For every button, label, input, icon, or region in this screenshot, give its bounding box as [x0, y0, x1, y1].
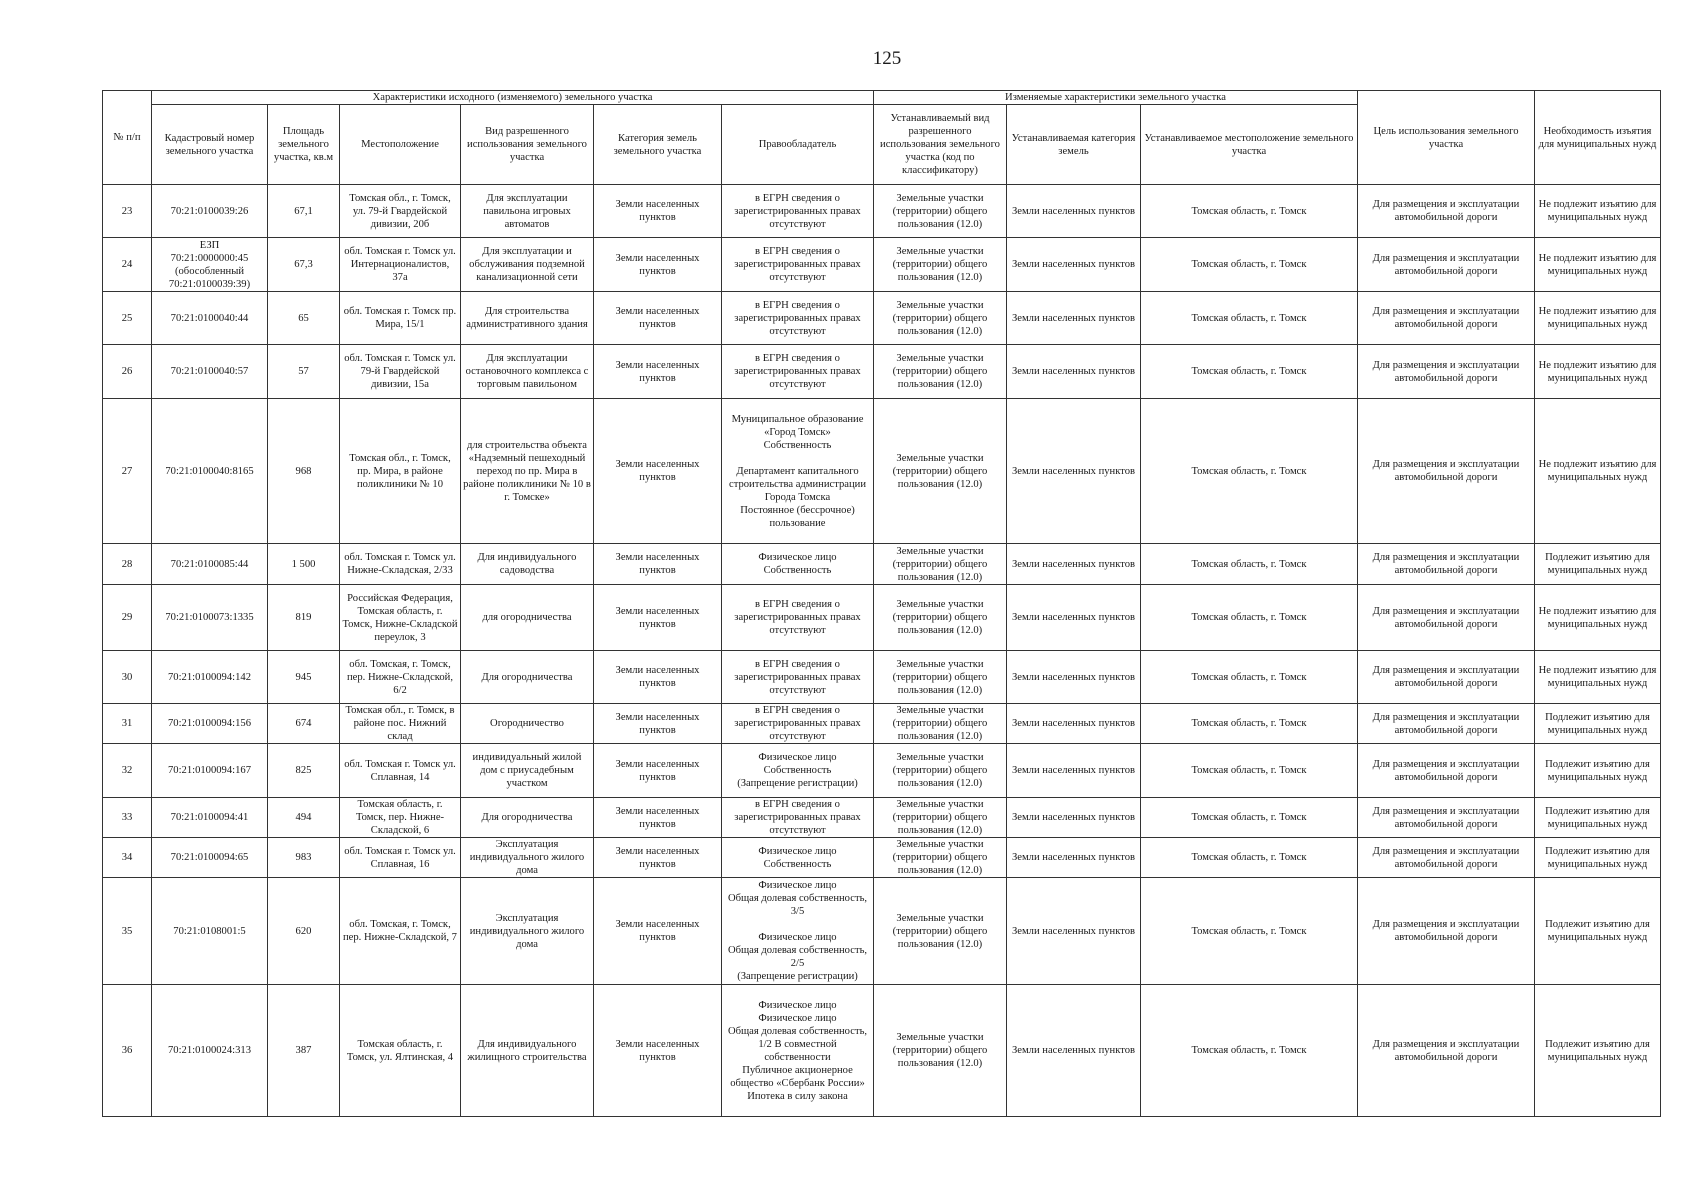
- cell-necessity: Подлежит изъятию для муниципальных нужд: [1535, 838, 1661, 878]
- cell-category: Земли населенных пунктов: [594, 838, 722, 878]
- cell-new-location: Томская область, г. Томск: [1141, 651, 1358, 704]
- table-row: [103, 798, 1661, 838]
- cell-new-use: Земельные участки (территории) общего пользования (12.0): [874, 838, 1007, 878]
- cell-location: Томская обл., г. Томск, пр. Мира, в районе поликлиники № 10: [340, 399, 461, 544]
- cell-cadastral: ЕЗП 70:21:0000000:45 (обособленный 70:21:0100039:39): [152, 238, 268, 292]
- header-area: Площадь земельного участка, кв.м: [268, 105, 340, 185]
- header-group-changed: Изменяемые характеристики земельного участка: [874, 91, 1358, 105]
- cell-area: 65: [268, 292, 340, 345]
- cell-purpose: Для размещения и эксплуатации автомобильной дороги: [1358, 544, 1535, 585]
- cell-new-category: Земли населенных пунктов: [1007, 585, 1141, 651]
- cell-new-location: Томская область, г. Томск: [1141, 798, 1358, 838]
- cell-location: Томская область, г. Томск, ул. Ялтинская, 4: [340, 985, 461, 1117]
- cell-category: Земли населенных пунктов: [594, 985, 722, 1117]
- cell-necessity: Не подлежит изъятию для муниципальных нужд: [1535, 399, 1661, 544]
- cell-new-use: Земельные участки (территории) общего пользования (12.0): [874, 704, 1007, 744]
- cell-necessity: Подлежит изъятию для муниципальных нужд: [1535, 544, 1661, 585]
- cell-new-category: Земли населенных пунктов: [1007, 185, 1141, 238]
- cell-new-category: Земли населенных пунктов: [1007, 704, 1141, 744]
- cell-new-location: Томская область, г. Томск: [1141, 744, 1358, 798]
- cell-permitted-use: Эксплуатация индивидуального жилого дома: [461, 838, 594, 878]
- cell-permitted-use: Эксплуатация индивидуального жилого дома: [461, 878, 594, 985]
- table-row: [103, 985, 1661, 1117]
- cell-permitted-use: Для огородничества: [461, 798, 594, 838]
- cell-location: обл. Томская г. Томск ул. 79-й Гвардейской дивизии, 15а: [340, 345, 461, 399]
- cell-owner: Физическое лицо Физическое лицо Общая долевая собственность, 1/2 В совместной собственности Публичное акционерное общество «Сбербанк России» Ипотека в силу закона: [722, 985, 874, 1117]
- table-row: [103, 838, 1661, 878]
- cell-num: 34: [103, 838, 152, 878]
- header-purpose: Цель использования земельного участка: [1358, 91, 1535, 185]
- header-owner: Правообладатель: [722, 105, 874, 185]
- cell-area: 674: [268, 704, 340, 744]
- cell-area: 620: [268, 878, 340, 985]
- cell-new-use: Земельные участки (территории) общего пользования (12.0): [874, 399, 1007, 544]
- cell-new-location: Томская область, г. Томск: [1141, 399, 1358, 544]
- cell-cadastral: 70:21:0100040:57: [152, 345, 268, 399]
- cell-permitted-use: Для индивидуального садоводства: [461, 544, 594, 585]
- cell-location: Томская обл., г. Томск, ул. 79-й Гвардейской дивизии, 20б: [340, 185, 461, 238]
- cell-location: Томская обл., г. Томск, в районе пос. Нижний склад: [340, 704, 461, 744]
- cell-new-use: Земельные участки (территории) общего пользования (12.0): [874, 292, 1007, 345]
- cell-necessity: Подлежит изъятию для муниципальных нужд: [1535, 878, 1661, 985]
- cell-num: 29: [103, 585, 152, 651]
- cell-permitted-use: Для эксплуатации павильона игровых автоматов: [461, 185, 594, 238]
- cell-area: 67,1: [268, 185, 340, 238]
- cell-purpose: Для размещения и эксплуатации автомобильной дороги: [1358, 185, 1535, 238]
- cell-area: 945: [268, 651, 340, 704]
- cell-new-use: Земельные участки (территории) общего пользования (12.0): [874, 798, 1007, 838]
- cell-category: Земли населенных пунктов: [594, 704, 722, 744]
- cell-num: 33: [103, 798, 152, 838]
- cell-new-category: Земли населенных пунктов: [1007, 544, 1141, 585]
- cell-new-use: Земельные участки (территории) общего пользования (12.0): [874, 744, 1007, 798]
- header-cadastral: Кадастровый номер земельного участка: [152, 105, 268, 185]
- cell-category: Земли населенных пунктов: [594, 292, 722, 345]
- cell-new-use: Земельные участки (территории) общего пользования (12.0): [874, 651, 1007, 704]
- cell-new-location: Томская область, г. Томск: [1141, 838, 1358, 878]
- cell-cadastral: 70:21:0100094:142: [152, 651, 268, 704]
- cell-necessity: Не подлежит изъятию для муниципальных нужд: [1535, 238, 1661, 292]
- cell-num: 26: [103, 345, 152, 399]
- cell-owner: в ЕГРН сведения о зарегистрированных правах отсутствуют: [722, 798, 874, 838]
- cell-location: обл. Томская г. Томск ул. Интернационалистов, 37а: [340, 238, 461, 292]
- cell-new-category: Земли населенных пунктов: [1007, 798, 1141, 838]
- cell-new-location: Томская область, г. Томск: [1141, 544, 1358, 585]
- cell-owner: в ЕГРН сведения о зарегистрированных правах отсутствуют: [722, 651, 874, 704]
- cell-num: 28: [103, 544, 152, 585]
- cell-cadastral: 70:21:0100039:26: [152, 185, 268, 238]
- cell-num: 30: [103, 651, 152, 704]
- cell-cadastral: 70:21:0108001:5: [152, 878, 268, 985]
- header-group-original: Характеристики исходного (изменяемого) земельного участка: [152, 91, 874, 105]
- cell-new-category: Земли населенных пунктов: [1007, 399, 1141, 544]
- cell-new-category: Земли населенных пунктов: [1007, 878, 1141, 985]
- page-number: 125: [872, 48, 902, 69]
- cell-category: Земли населенных пунктов: [594, 238, 722, 292]
- cell-permitted-use: Огородничество: [461, 704, 594, 744]
- cell-num: 32: [103, 744, 152, 798]
- land-plots-table: [102, 90, 1661, 1117]
- header-category: Категория земель земельного участка: [594, 105, 722, 185]
- cell-purpose: Для размещения и эксплуатации автомобильной дороги: [1358, 985, 1535, 1117]
- cell-purpose: Для размещения и эксплуатации автомобильной дороги: [1358, 878, 1535, 985]
- header-location: Местоположение: [340, 105, 461, 185]
- header-new-use: Устанавливаемый вид разрешенного использования земельного участка (код по классификатору): [874, 105, 1007, 185]
- cell-num: 25: [103, 292, 152, 345]
- cell-permitted-use: индивидуальный жилой дом с приусадебным участком: [461, 744, 594, 798]
- cell-purpose: Для размещения и эксплуатации автомобильной дороги: [1358, 744, 1535, 798]
- cell-permitted-use: для строительства объекта «Надземный пешеходный переход по пр. Мира в районе поликлиники № 10 в г. Томске»: [461, 399, 594, 544]
- header-new-category: Устанавливаемая категория земель: [1007, 105, 1141, 185]
- cell-category: Земли населенных пунктов: [594, 744, 722, 798]
- cell-new-location: Томская область, г. Томск: [1141, 345, 1358, 399]
- cell-category: Земли населенных пунктов: [594, 798, 722, 838]
- header-necessity: Необходимость изъятия для муниципальных нужд: [1535, 91, 1661, 185]
- table-row: [103, 544, 1661, 585]
- cell-necessity: Не подлежит изъятию для муниципальных нужд: [1535, 185, 1661, 238]
- header-new-location: Устанавливаемое местоположение земельного участка: [1141, 105, 1358, 185]
- table-row: [103, 345, 1661, 399]
- cell-permitted-use: Для индивидуального жилищного строительства: [461, 985, 594, 1117]
- cell-new-use: Земельные участки (территории) общего пользования (12.0): [874, 985, 1007, 1117]
- cell-necessity: Подлежит изъятию для муниципальных нужд: [1535, 704, 1661, 744]
- cell-category: Земли населенных пунктов: [594, 878, 722, 985]
- cell-new-use: Земельные участки (территории) общего пользования (12.0): [874, 345, 1007, 399]
- cell-necessity: Подлежит изъятию для муниципальных нужд: [1535, 798, 1661, 838]
- cell-owner: Физическое лицо Собственность (Запрещение регистрации): [722, 744, 874, 798]
- cell-num: 24: [103, 238, 152, 292]
- table-row: [103, 878, 1661, 985]
- cell-owner: в ЕГРН сведения о зарегистрированных правах отсутствуют: [722, 292, 874, 345]
- table-row: [103, 292, 1661, 345]
- table-row: [103, 651, 1661, 704]
- cell-location: Томская область, г. Томск, пер. Нижне-Складской, 6: [340, 798, 461, 838]
- cell-new-location: Томская область, г. Томск: [1141, 585, 1358, 651]
- table-row: [103, 585, 1661, 651]
- cell-owner: Муниципальное образование «Город Томск» Собственность Департамент капитального строительства администрации Города Томска Постоянное (бессрочное) пользование: [722, 399, 874, 544]
- cell-location: Российская Федерация, Томская область, г. Томск, Нижне-Складской переулок, 3: [340, 585, 461, 651]
- cell-necessity: Не подлежит изъятию для муниципальных нужд: [1535, 651, 1661, 704]
- cell-new-use: Земельные участки (территории) общего пользования (12.0): [874, 878, 1007, 985]
- table-row: [103, 704, 1661, 744]
- cell-category: Земли населенных пунктов: [594, 651, 722, 704]
- cell-purpose: Для размещения и эксплуатации автомобильной дороги: [1358, 798, 1535, 838]
- cell-category: Земли населенных пунктов: [594, 399, 722, 544]
- cell-new-location: Томская область, г. Томск: [1141, 985, 1358, 1117]
- cell-cadastral: 70:21:0100094:41: [152, 798, 268, 838]
- cell-purpose: Для размещения и эксплуатации автомобильной дороги: [1358, 292, 1535, 345]
- cell-location: обл. Томская, г. Томск, пер. Нижне-Складской, 7: [340, 878, 461, 985]
- header-num: № п/п: [103, 91, 152, 185]
- cell-area: 1 500: [268, 544, 340, 585]
- cell-new-category: Земли населенных пунктов: [1007, 651, 1141, 704]
- cell-owner: Физическое лицо Собственность: [722, 838, 874, 878]
- cell-cadastral: 70:21:0100094:167: [152, 744, 268, 798]
- cell-area: 57: [268, 345, 340, 399]
- cell-area: 819: [268, 585, 340, 651]
- table-row: [103, 238, 1661, 292]
- cell-category: Земли населенных пунктов: [594, 185, 722, 238]
- cell-permitted-use: для огородничества: [461, 585, 594, 651]
- cell-new-use: Земельные участки (территории) общего пользования (12.0): [874, 185, 1007, 238]
- cell-area: 387: [268, 985, 340, 1117]
- cell-new-location: Томская область, г. Томск: [1141, 238, 1358, 292]
- cell-new-location: Томская область, г. Томск: [1141, 292, 1358, 345]
- cell-owner: Физическое лицо Собственность: [722, 544, 874, 585]
- table-row: [103, 399, 1661, 544]
- cell-num: 31: [103, 704, 152, 744]
- cell-permitted-use: Для эксплуатации и обслуживания подземной канализационной сети: [461, 238, 594, 292]
- cell-necessity: Подлежит изъятию для муниципальных нужд: [1535, 744, 1661, 798]
- cell-new-location: Томская область, г. Томск: [1141, 185, 1358, 238]
- cell-num: 36: [103, 985, 152, 1117]
- cell-cadastral: 70:21:0100040:44: [152, 292, 268, 345]
- cell-new-category: Земли населенных пунктов: [1007, 985, 1141, 1117]
- cell-area: 983: [268, 838, 340, 878]
- cell-new-use: Земельные участки (территории) общего пользования (12.0): [874, 544, 1007, 585]
- cell-cadastral: 70:21:0100024:313: [152, 985, 268, 1117]
- cell-owner: в ЕГРН сведения о зарегистрированных правах отсутствуют: [722, 345, 874, 399]
- cell-category: Земли населенных пунктов: [594, 544, 722, 585]
- cell-owner: Физическое лицо Общая долевая собственность, 3/5 Физическое лицо Общая долевая собственность, 2/5 (Запрещение регистрации): [722, 878, 874, 985]
- cell-new-location: Томская область, г. Томск: [1141, 878, 1358, 985]
- cell-owner: в ЕГРН сведения о зарегистрированных правах отсутствуют: [722, 585, 874, 651]
- cell-new-use: Земельные участки (территории) общего пользования (12.0): [874, 585, 1007, 651]
- cell-purpose: Для размещения и эксплуатации автомобильной дороги: [1358, 345, 1535, 399]
- cell-purpose: Для размещения и эксплуатации автомобильной дороги: [1358, 585, 1535, 651]
- cell-area: 494: [268, 798, 340, 838]
- cell-new-use: Земельные участки (территории) общего пользования (12.0): [874, 238, 1007, 292]
- cell-purpose: Для размещения и эксплуатации автомобильной дороги: [1358, 399, 1535, 544]
- cell-area: 968: [268, 399, 340, 544]
- header-permitted-use: Вид разрешенного использования земельного участка: [461, 105, 594, 185]
- cell-purpose: Для размещения и эксплуатации автомобильной дороги: [1358, 651, 1535, 704]
- cell-location: обл. Томская г. Томск ул. Сплавная, 16: [340, 838, 461, 878]
- cell-permitted-use: Для огородничества: [461, 651, 594, 704]
- cell-new-category: Земли населенных пунктов: [1007, 744, 1141, 798]
- cell-necessity: Не подлежит изъятию для муниципальных нужд: [1535, 292, 1661, 345]
- cell-permitted-use: Для строительства административного здания: [461, 292, 594, 345]
- cell-area: 825: [268, 744, 340, 798]
- cell-cadastral: 70:21:0100094:65: [152, 838, 268, 878]
- cell-necessity: Подлежит изъятию для муниципальных нужд: [1535, 985, 1661, 1117]
- cell-cadastral: 70:21:0100085:44: [152, 544, 268, 585]
- cell-cadastral: 70:21:0100094:156: [152, 704, 268, 744]
- cell-owner: в ЕГРН сведения о зарегистрированных правах отсутствуют: [722, 185, 874, 238]
- cell-owner: в ЕГРН сведения о зарегистрированных правах отсутствуют: [722, 704, 874, 744]
- cell-area: 67,3: [268, 238, 340, 292]
- cell-cadastral: 70:21:0100073:1335: [152, 585, 268, 651]
- cell-new-category: Земли населенных пунктов: [1007, 345, 1141, 399]
- cell-new-location: Томская область, г. Томск: [1141, 704, 1358, 744]
- cell-necessity: Не подлежит изъятию для муниципальных нужд: [1535, 585, 1661, 651]
- cell-necessity: Не подлежит изъятию для муниципальных нужд: [1535, 345, 1661, 399]
- cell-permitted-use: Для эксплуатации остановочного комплекса с торговым павильоном: [461, 345, 594, 399]
- cell-location: обл. Томская г. Томск пр. Мира, 15/1: [340, 292, 461, 345]
- cell-purpose: Для размещения и эксплуатации автомобильной дороги: [1358, 838, 1535, 878]
- cell-category: Земли населенных пунктов: [594, 585, 722, 651]
- table-row: [103, 185, 1661, 238]
- cell-location: обл. Томская, г. Томск, пер. Нижне-Складской, 6/2: [340, 651, 461, 704]
- cell-new-category: Земли населенных пунктов: [1007, 292, 1141, 345]
- cell-num: 35: [103, 878, 152, 985]
- cell-new-category: Земли населенных пунктов: [1007, 838, 1141, 878]
- table-row: [103, 744, 1661, 798]
- cell-location: обл. Томская г. Томск ул. Сплавная, 14: [340, 744, 461, 798]
- cell-purpose: Для размещения и эксплуатации автомобильной дороги: [1358, 238, 1535, 292]
- cell-owner: в ЕГРН сведения о зарегистрированных правах отсутствуют: [722, 238, 874, 292]
- cell-cadastral: 70:21:0100040:8165: [152, 399, 268, 544]
- cell-num: 23: [103, 185, 152, 238]
- cell-purpose: Для размещения и эксплуатации автомобильной дороги: [1358, 704, 1535, 744]
- cell-category: Земли населенных пунктов: [594, 345, 722, 399]
- cell-new-category: Земли населенных пунктов: [1007, 238, 1141, 292]
- cell-num: 27: [103, 399, 152, 544]
- cell-location: обл. Томская г. Томск ул. Нижне-Складская, 2/33: [340, 544, 461, 585]
